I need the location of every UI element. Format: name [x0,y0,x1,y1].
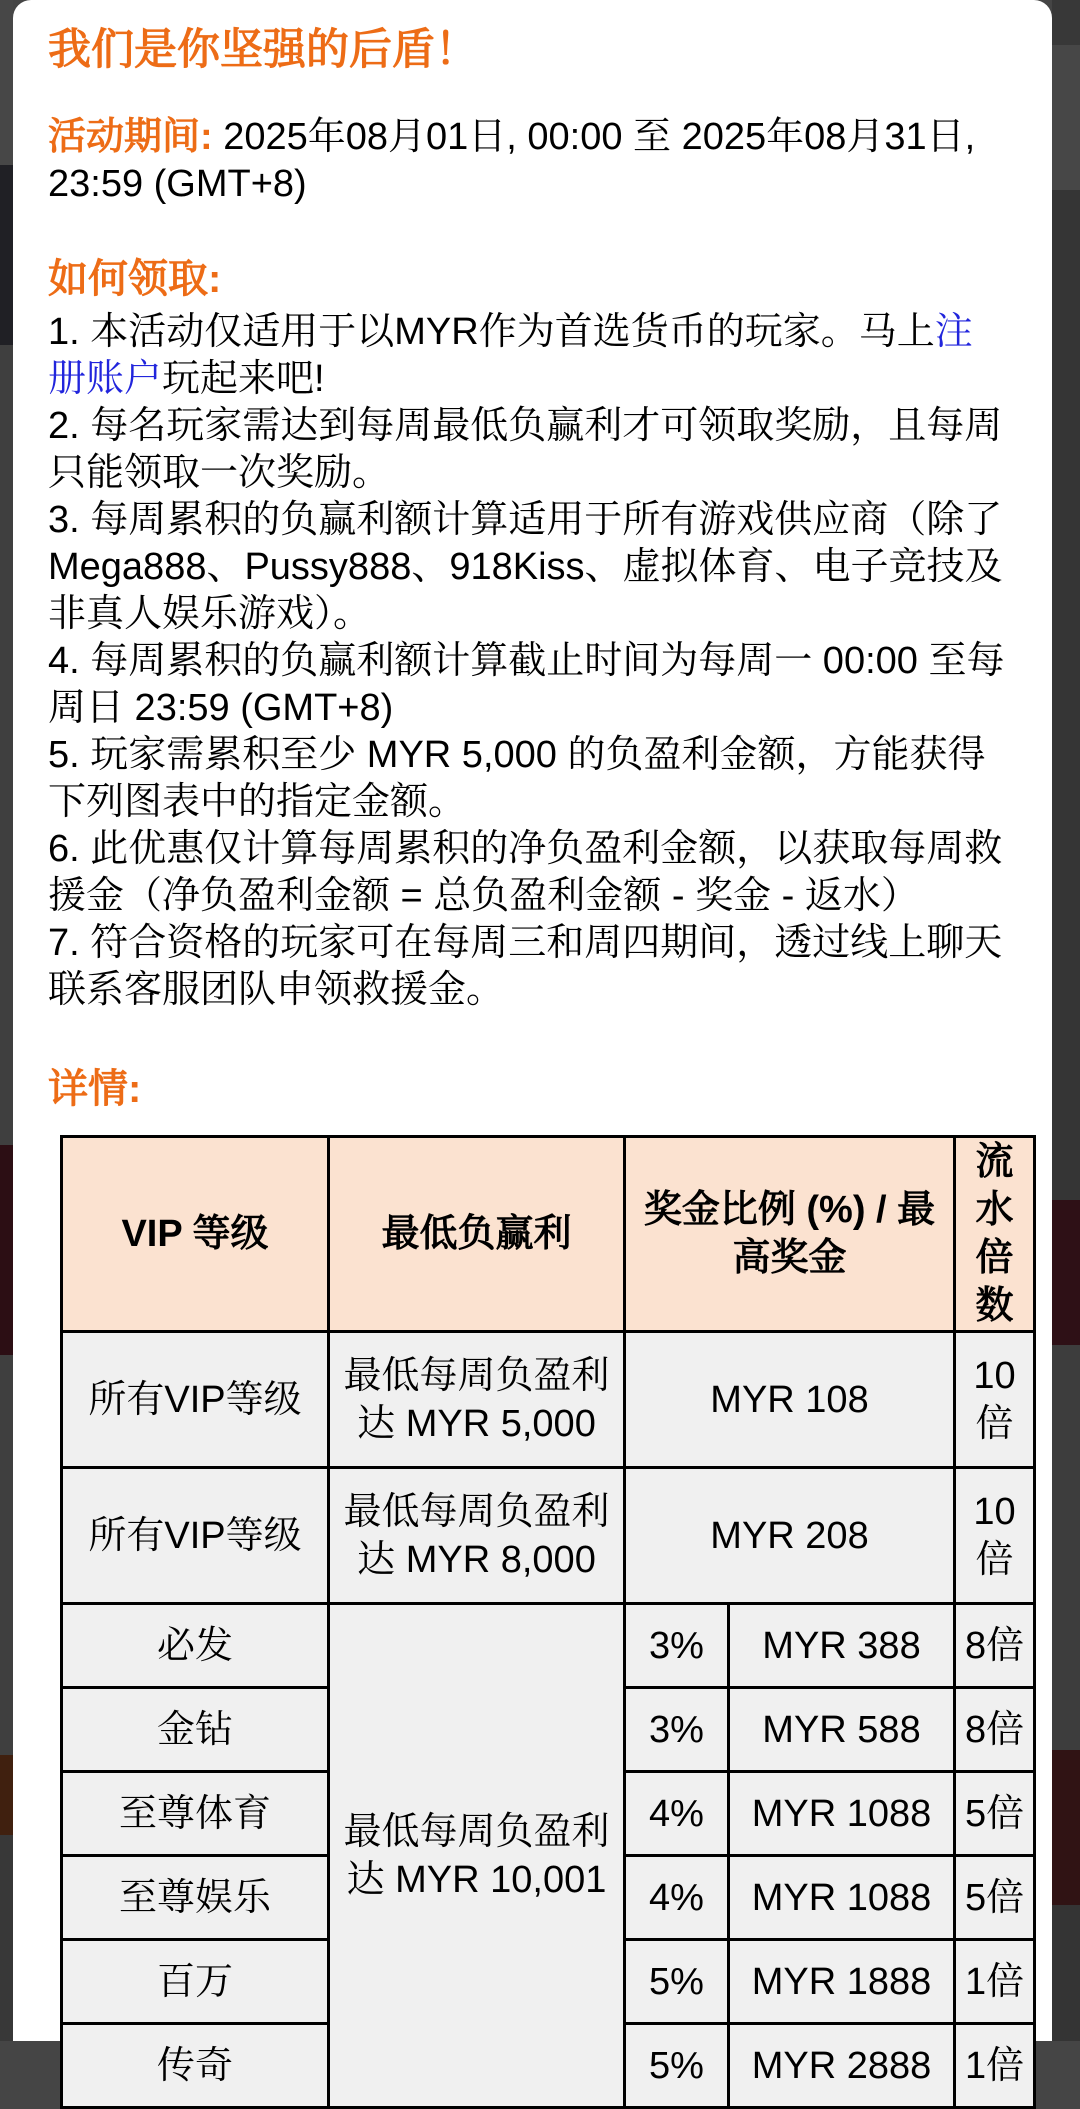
cell-max-bonus: MYR 1088 [729,1772,955,1856]
cell-min-loss-merged: 最低每周负盈利达 MYR 10,001 [329,1604,625,2108]
table-row [62,1468,1035,1604]
how-to-claim-heading: 如何领取: [48,257,222,301]
cell-vip: 所有VIP等级 [62,1468,329,1604]
dimmed-background-right [1052,0,1080,2041]
cell-max-bonus: MYR 1088 [729,1856,955,1940]
page-title: 我们是你坚强的后盾！ [48,26,478,74]
cell-max-bonus: MYR 2888 [729,2024,955,2108]
cell-max-bonus: MYR 588 [729,1688,955,1772]
cell-vip: 必发 [62,1604,329,1688]
cell-turnover: 10倍 [955,1332,1035,1468]
claim-item-2: 2. 每名玩家需达到每周最低负赢利才可领取奖励，且每周只能领取一次奖励。 [48,405,1003,494]
header-vip-level: VIP 等级 [62,1137,329,1332]
header-min-loss: 最低负赢利 [329,1137,625,1332]
claim-item-4: 4. 每周累积的负赢利额计算截止时间为每周一 00:00 至每周日 23:59 (GMT+8) [48,640,1005,729]
header-bonus-ratio: 奖金比例 (%) / 最高奖金 [625,1137,955,1332]
table-header-row [62,1137,1035,1332]
cell-vip: 至尊体育 [62,1772,329,1856]
cell-turnover: 5倍 [955,1856,1035,1940]
claim-item-1-pre: 1. 本活动仅适用于以MYR作为首选货币的玩家。马上 [48,311,935,353]
cell-max-bonus: MYR 1888 [729,1940,955,2024]
cell-max-bonus: MYR 388 [729,1604,955,1688]
cell-vip: 金钻 [62,1688,329,1772]
cell-turnover: 1倍 [955,2024,1035,2108]
cell-bonus: MYR 208 [625,1468,955,1604]
how-to-claim-list [48,309,1010,1014]
cell-vip: 所有VIP等级 [62,1332,329,1468]
cell-percent: 4% [625,1856,729,1940]
details-heading: 详情: [48,1067,142,1111]
cell-turnover: 1倍 [955,1940,1035,2024]
promo-content-card [13,0,1052,2087]
cell-percent: 4% [625,1772,729,1856]
cell-turnover: 10倍 [955,1468,1035,1604]
claim-item-6: 6. 此优惠仅计算每周累积的净负盈利金额，以获取每周救援金（净负盈利金额 = 总负盈利金额 - 奖金 - 返水） [48,828,1003,917]
cell-percent: 5% [625,2024,729,2108]
header-turnover: 流水倍数 [955,1137,1035,1332]
cell-vip: 至尊娱乐 [62,1856,329,1940]
claim-item-1-post: 玩起来吧! [162,358,325,400]
cell-turnover: 8倍 [955,1688,1035,1772]
table-row [62,1604,1035,1688]
cell-turnover: 5倍 [955,1772,1035,1856]
register-account-link[interactable]: 注册账户 [48,311,973,400]
cell-bonus: MYR 108 [625,1332,955,1468]
cell-percent: 3% [625,1688,729,1772]
cell-vip: 百万 [62,1940,329,2024]
promo-period [48,114,1010,208]
cell-min-loss: 最低每周负盈利达 MYR 5,000 [329,1332,625,1468]
claim-item-5: 5. 玩家需累积至少 MYR 5,000 的负盈利金额，方能获得下列图表中的指定金额。 [48,734,986,823]
table-row [62,1332,1035,1468]
dimmed-background-left [0,0,13,2041]
cell-turnover: 8倍 [955,1604,1035,1688]
period-label: 活动期间: [48,116,213,158]
vip-reward-table [60,1135,1036,2109]
cell-percent: 3% [625,1604,729,1688]
claim-item-7: 7. 符合资格的玩家可在每周三和周四期间，透过线上聊天联系客服团队申领救援金。 [48,922,1003,1011]
cell-percent: 5% [625,1940,729,2024]
period-text: 2025年08月01日, 00:00 至 2025年08月31日, 23:59 (GMT+8) [48,116,976,205]
cell-vip: 传奇 [62,2024,329,2108]
cell-min-loss: 最低每周负盈利达 MYR 8,000 [329,1468,625,1604]
claim-item-1 [48,309,1010,403]
claim-item-3: 3. 每周累积的负赢利额计算适用于所有游戏供应商（除了Mega888、Pussy888、918Kiss、虚拟体育、电子竞技及非真人娱乐游戏）。 [48,499,1003,635]
